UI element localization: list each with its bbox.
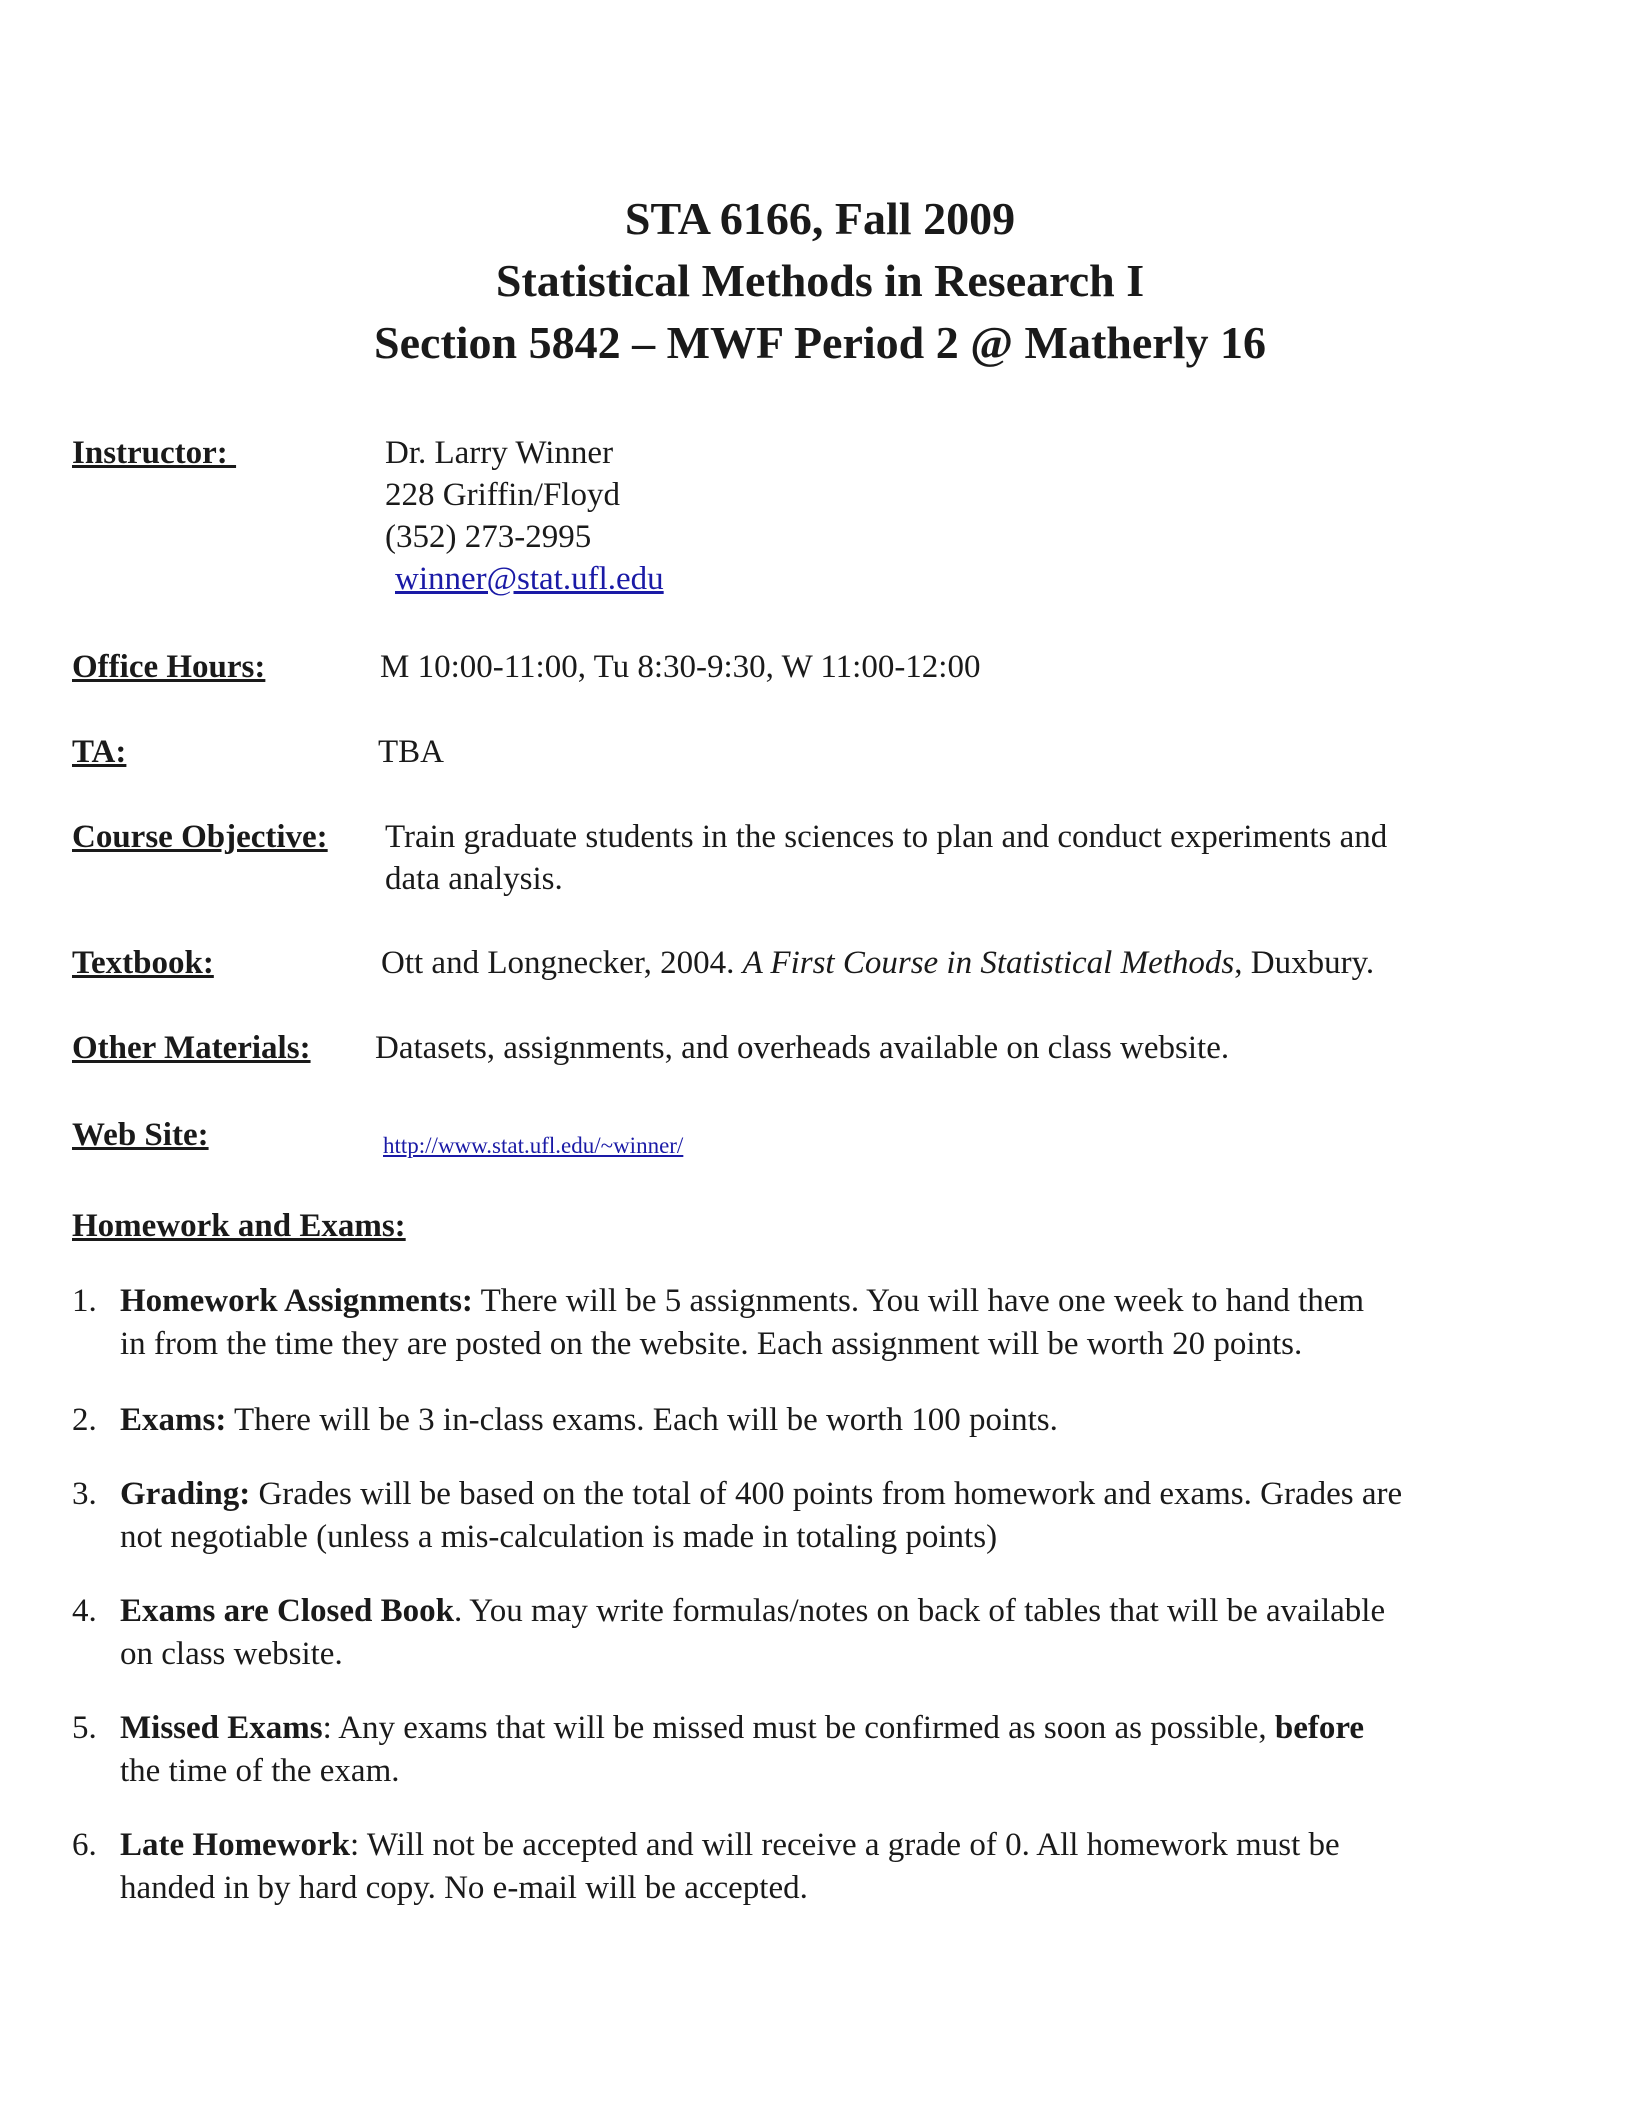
web-site-field <box>72 1114 1572 1158</box>
instructor-office: 228 Griffin/Floyd <box>385 477 620 513</box>
other-materials-field <box>72 1027 1572 1071</box>
list-item <box>72 1707 1572 1793</box>
list-item-number: 3. <box>72 1476 97 1512</box>
instructor-email-link[interactable]: winner@stat.ufl.edu <box>395 561 664 597</box>
list-item-text: There will be 5 assignments. You will have one week to hand them <box>472 1283 1365 1319</box>
list-item-text: on class website. <box>120 1636 343 1672</box>
instructor-phone: (352) 273-2995 <box>385 519 592 555</box>
textbook-label: Textbook: <box>72 945 214 981</box>
course-objective-label: Course Objective: <box>72 819 328 855</box>
instructor-label: Instructor: <box>72 435 237 471</box>
list-item-text: Grades will be based on the total of 400 points from homework and exams. Grades are <box>250 1476 1403 1512</box>
course-name: Statistical Methods in Research I <box>495 255 1145 306</box>
course-objective-line: data analysis. <box>385 861 563 897</box>
list-item-title: Homework Assignments: <box>120 1283 473 1319</box>
list-item-number: 5. <box>72 1710 97 1746</box>
course-objective-value <box>385 816 1387 900</box>
list-item-title: Grading: <box>120 1476 251 1512</box>
course-title-block <box>0 188 1640 374</box>
homework-exams-heading: Homework and Exams: <box>72 1208 406 1244</box>
office-hours-field <box>72 646 1572 690</box>
list-item <box>72 1280 1572 1366</box>
list-item-text: in from the time they are posted on the website. Each assignment will be worth 20 points. <box>120 1326 1303 1362</box>
textbook-field <box>72 942 1572 986</box>
textbook-value <box>381 942 1374 984</box>
web-site-value <box>383 1122 683 1167</box>
other-materials-label: Other Materials: <box>72 1030 311 1066</box>
list-item <box>72 1824 1572 1910</box>
course-objective-line: Train graduate students in the sciences to plan and conduct experiments and <box>385 819 1388 855</box>
instructor-field <box>72 432 1572 602</box>
list-item-title: Late Homework <box>120 1827 351 1863</box>
ta-field <box>72 731 1572 775</box>
instructor-details <box>385 432 664 600</box>
web-site-link[interactable]: http://www.stat.ufl.edu/~winner/ <box>383 1133 684 1158</box>
list-item <box>72 1590 1572 1676</box>
list-item-text: . You may write formulas/notes on back of tables that will be available <box>454 1593 1386 1629</box>
list-item-text: : Any exams that will be missed must be confirmed as soon as possible, <box>322 1710 1275 1746</box>
list-item-number: 1. <box>72 1283 97 1319</box>
list-item-number: 6. <box>72 1827 97 1863</box>
list-item-number: 2. <box>72 1402 97 1438</box>
ta-label: TA: <box>72 734 127 770</box>
list-item-text: the time of the exam. <box>120 1753 400 1789</box>
list-item-text: : Will not be accepted and will receive a grade of 0. All homework must be <box>350 1827 1340 1863</box>
office-hours-value: M 10:00-11:00, Tu 8:30-9:30, W 11:00-12:00 <box>380 649 981 685</box>
list-item-text: There will be 3 in-class exams. Each will be worth 100 points. <box>226 1402 1058 1438</box>
list-item-number: 4. <box>72 1593 97 1629</box>
policy-list <box>72 1280 1572 1910</box>
course-objective-field <box>72 816 1572 902</box>
textbook-citation: Ott and Longnecker, 2004. <box>381 945 743 981</box>
list-item-title: Exams: <box>120 1402 227 1438</box>
textbook-publisher: , Duxbury. <box>1234 945 1375 981</box>
office-hours-label: Office Hours: <box>72 649 266 685</box>
course-title: STA 6166, Fall 2009 <box>624 193 1016 244</box>
course-section: Section 5842 – MWF Period 2 @ Matherly 16 <box>374 317 1266 368</box>
list-item <box>72 1399 1572 1442</box>
web-site-label: Web Site: <box>72 1117 209 1153</box>
list-item <box>72 1473 1572 1559</box>
list-item-emphasis: before <box>1274 1710 1365 1746</box>
list-item-text: not negotiable (unless a mis-calculation is made in totaling points) <box>120 1519 998 1555</box>
instructor-name: Dr. Larry Winner <box>385 435 614 471</box>
list-item-title: Exams are Closed Book <box>120 1593 454 1629</box>
textbook-title: A First Course in Statistical Methods <box>742 945 1235 981</box>
other-materials-value: Datasets, assignments, and overheads available on class website. <box>375 1030 1230 1066</box>
list-item-title: Missed Exams <box>120 1710 323 1746</box>
ta-value: TBA <box>378 734 444 770</box>
list-item-text: handed in by hard copy. No e-mail will be accepted. <box>120 1870 808 1906</box>
